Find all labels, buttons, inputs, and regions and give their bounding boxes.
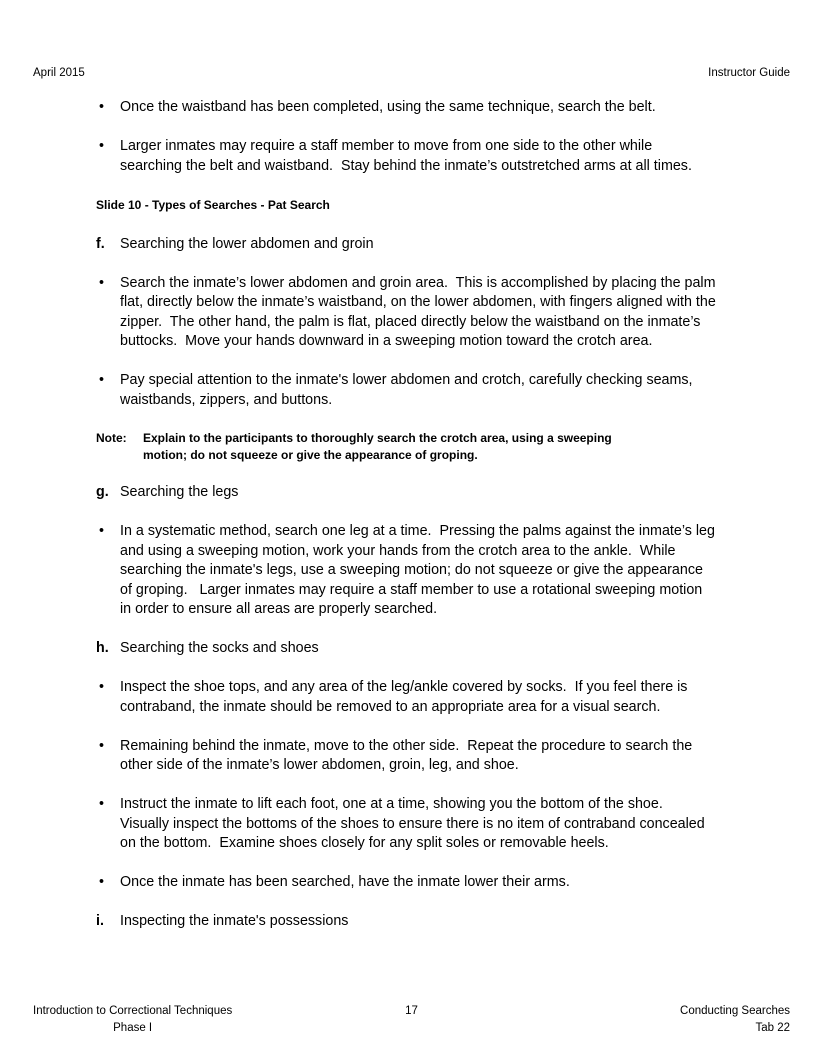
bullet-text: In a systematic method, search one leg at a time. Pressing the palms against the inmate’s leg and using a sweeping motion, work your hands from the crotch area to the ankle. While searching the inmate's legs, use a sweeping motion; do not squeeze or give the appearance of groping. Larger inmates may require a staff member to use a rotational sweeping motion in order to ensure all areas are properly searched. xyxy=(120,523,719,617)
bullet-text: Instruct the inmate to lift each foot, one at a time, showing you the bottom of the shoe. Visually inspect the bottoms of the shoes to ensure there is no item of contraband concealed on the bottom. Examine shoes closely for any split soles or removable heels. xyxy=(120,796,709,851)
bullet-marker: • xyxy=(99,138,105,154)
section-title: Searching the legs xyxy=(120,484,239,500)
bullet-text: Remaining behind the inmate, move to the other side. Repeat the procedure to search the other side of the inmate’s lower abdomen, groin, leg, and shoe. xyxy=(120,737,697,773)
bullet-item xyxy=(96,678,716,717)
page-header xyxy=(33,66,790,80)
section-label: f. xyxy=(96,235,105,252)
section-title: Searching the lower abdomen and groin xyxy=(120,235,374,252)
section-label: i. xyxy=(96,913,104,929)
bullet-marker: • xyxy=(99,796,105,812)
bullet-item xyxy=(96,737,716,776)
section-heading xyxy=(96,235,716,255)
bullet-text: Larger inmates may require a staff member to move from one side to the other while searching the belt and waistband. Stay behind the inmate’s outstretched arms at all times. xyxy=(120,138,692,174)
bullet-marker: • xyxy=(99,874,105,890)
instructor-note xyxy=(96,430,716,464)
bullet-marker: • xyxy=(99,523,105,539)
section-label: h. xyxy=(96,640,109,656)
footer-section-title: Conducting Searches xyxy=(680,1005,790,1017)
section-title: Inspecting the inmate's possessions xyxy=(120,913,349,929)
section-heading xyxy=(96,639,716,659)
bullet-marker: • xyxy=(99,274,105,291)
bullet-text: Inspect the shoe tops, and any area of the leg/ankle covered by socks. If you feel there is contraband, the inmate should be removed to an appropriate area for a visual search. xyxy=(120,679,692,715)
section-heading xyxy=(96,483,716,503)
bullet-item xyxy=(96,274,720,352)
bullet-text: Once the waistband has been completed, using the same technique, search the belt. xyxy=(120,99,656,115)
footer-right xyxy=(680,1003,790,1037)
section-heading xyxy=(96,912,716,932)
bullet-item xyxy=(96,873,716,893)
bullet-text: Pay special attention to the inmate's lower abdomen and crotch, carefully checking seams, waistbands, zippers, and buttons. xyxy=(120,372,697,408)
bullet-marker: • xyxy=(99,679,105,695)
bullet-marker: • xyxy=(99,737,105,754)
bullet-text: Search the inmate’s lower abdomen and groin area. This is accomplished by placing the palm flat, directly below the inmate’s waistband, on the lower abdomen, with fingers aligned with the zipper. The other hand, the palm is flat, placed directly below the waistband on the inmate’s buttocks. Move your hands downward in a sweeping motion toward the crotch area. xyxy=(120,274,720,349)
slide-heading: Slide 10 - Types of Searches - Pat Search xyxy=(96,197,330,212)
bullet-item xyxy=(96,522,719,620)
section-title: Searching the socks and shoes xyxy=(120,640,319,656)
header-title: Instructor Guide xyxy=(708,67,790,79)
note-label: Note: xyxy=(96,430,127,445)
bullet-marker: • xyxy=(99,99,105,115)
bullet-item xyxy=(96,795,716,854)
document-body xyxy=(96,98,720,951)
bullet-item xyxy=(96,98,716,118)
bullet-text: Once the inmate has been searched, have the inmate lower their arms. xyxy=(120,874,570,890)
footer-phase: Phase I xyxy=(113,1022,153,1034)
footer-course-title: Introduction to Correctional Techniques xyxy=(33,1005,233,1017)
note-text: Explain to the participants to thoroughly search the crotch area, using a sweeping motion; do not squeeze or give the appearance of groping. xyxy=(143,430,616,462)
bullet-item xyxy=(96,371,716,410)
header-date: April 2015 xyxy=(33,67,85,79)
footer-tab: Tab 22 xyxy=(755,1022,790,1034)
bullet-marker: • xyxy=(99,372,105,388)
footer-page-number: 17 xyxy=(405,1005,418,1017)
bullet-item xyxy=(96,137,716,176)
section-label: g. xyxy=(96,484,109,500)
